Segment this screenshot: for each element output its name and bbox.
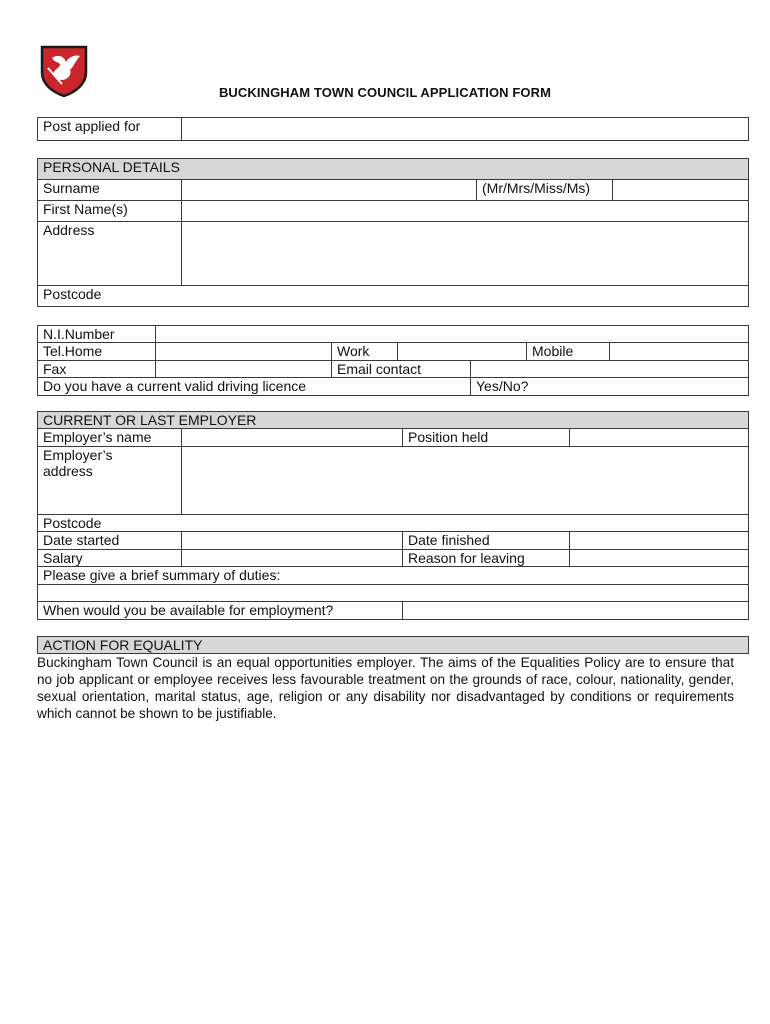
fax-field[interactable] [156, 361, 332, 378]
mobile-label: Mobile [527, 343, 610, 361]
first-name-field[interactable] [182, 201, 749, 222]
ni-number-field[interactable] [156, 326, 749, 343]
date-finished-label: Date finished [403, 532, 570, 550]
post-applied-table [37, 117, 749, 141]
date-started-field[interactable] [182, 532, 403, 550]
date-started-label: Date started [38, 532, 182, 550]
post-applied-label: Post applied for [38, 118, 182, 141]
duties-label: Please give a brief summary of duties: [38, 567, 749, 585]
employer-address-label-line1: Employer’s [43, 447, 113, 463]
equality-header-table [37, 636, 749, 654]
driving-licence-field[interactable] [471, 378, 749, 396]
postcode-field[interactable] [38, 286, 749, 307]
position-held-label: Position held [403, 429, 570, 447]
email-label: Email contact [332, 361, 471, 378]
employer-postcode-label: Postcode [43, 515, 102, 531]
employer-name-field[interactable] [182, 429, 403, 447]
work-label: Work [332, 343, 398, 361]
surname-field[interactable] [182, 180, 477, 201]
postcode-label: Postcode [43, 286, 102, 302]
surname-label: Surname [38, 180, 182, 201]
equality-header: ACTION FOR EQUALITY [38, 637, 749, 654]
title-options-label: (Mr/Mrs/Miss/Ms) [477, 180, 613, 201]
employer-address-label [38, 447, 182, 515]
employer-name-label: Employer’s name [38, 429, 182, 447]
reason-leaving-field[interactable] [570, 550, 749, 567]
post-applied-field[interactable] [182, 118, 749, 141]
contact-details-table [37, 325, 749, 396]
work-field[interactable] [398, 343, 527, 361]
personal-details-header: PERSONAL DETAILS [38, 159, 749, 180]
ni-number-label: N.I.Number [38, 326, 156, 343]
employer-address-field[interactable] [182, 447, 749, 515]
form-title: BUCKINGHAM TOWN COUNCIL APPLICATION FORM [218, 85, 552, 100]
salary-label: Salary [38, 550, 182, 567]
tel-home-field[interactable] [156, 343, 332, 361]
address-label: Address [38, 222, 182, 286]
availability-field[interactable] [403, 602, 749, 620]
employer-header: CURRENT OR LAST EMPLOYER [38, 412, 749, 429]
salary-field[interactable] [182, 550, 403, 567]
tel-home-label: Tel.Home [38, 343, 156, 361]
employer-postcode-field[interactable] [38, 515, 749, 532]
yes-no-label: Yes/No? [476, 378, 529, 394]
position-held-field[interactable] [570, 429, 749, 447]
fax-label: Fax [38, 361, 156, 378]
duties-field[interactable] [38, 585, 749, 602]
employer-table [37, 411, 749, 620]
employer-address-label-line2: address [43, 463, 93, 479]
mobile-field[interactable] [610, 343, 749, 361]
first-name-label: First Name(s) [38, 201, 182, 222]
title-field[interactable] [613, 180, 749, 201]
driving-licence-label: Do you have a current valid driving licence [38, 378, 471, 396]
personal-details-table [37, 158, 749, 307]
availability-label: When would you be available for employment? [38, 602, 403, 620]
address-field[interactable] [182, 222, 749, 286]
email-field[interactable] [471, 361, 749, 378]
reason-leaving-label: Reason for leaving [403, 550, 570, 567]
equality-statement: Buckingham Town Council is an equal opportunities employer. The aims of the Equalities Policy are to ensure that no job applicant or employee receives less favourable treatment on the grounds of race, colour, nationality, gender, sexual orientation, marital status, age, religion or any disability nor disadvantaged by conditions or requirements which cannot be shown to be justifiable. [37, 655, 734, 721]
date-finished-field[interactable] [570, 532, 749, 550]
